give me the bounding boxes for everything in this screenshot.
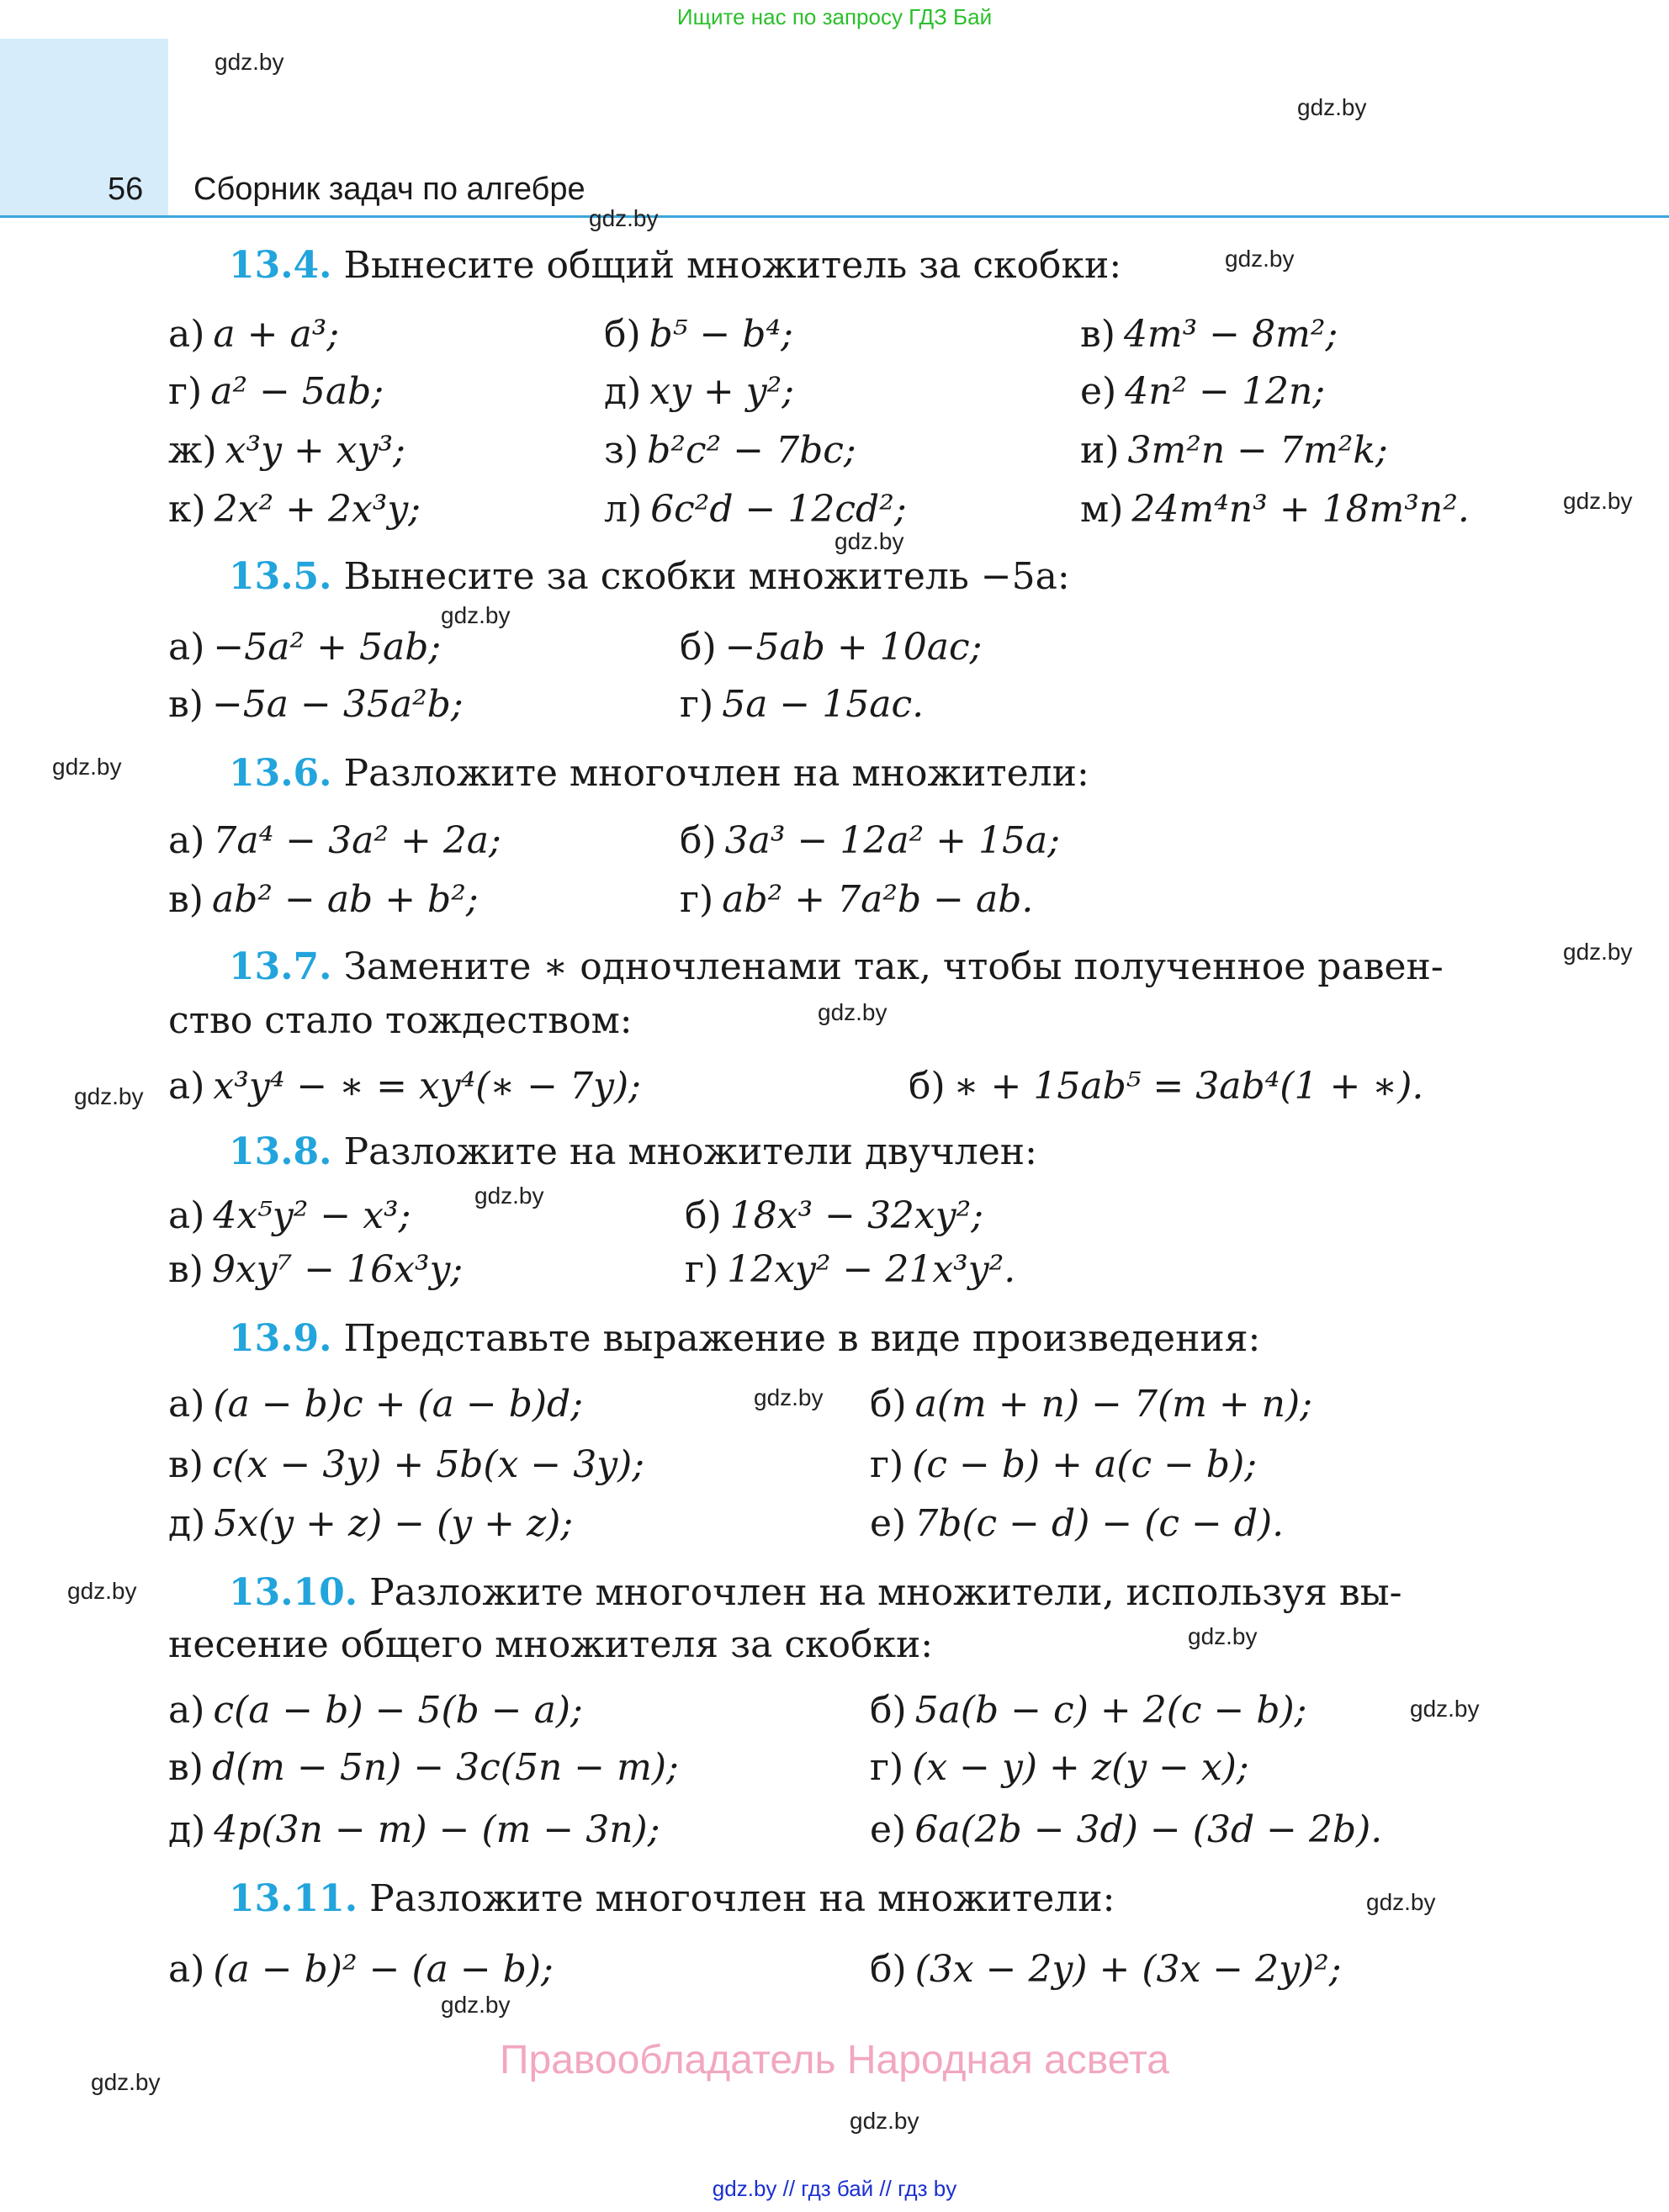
exercise-item: е) 4n² − 12n; <box>1080 370 1326 413</box>
problem-heading <box>229 1874 1115 1924</box>
exercise-item: г) (c − b) + a(c − b); <box>870 1443 1258 1486</box>
exercise-item: а) a + a³; <box>168 313 340 356</box>
watermark: gdz.by <box>1563 939 1633 965</box>
watermark: gdz.by <box>67 1578 137 1604</box>
problem-number: 13.8. <box>229 1130 332 1173</box>
exercise-item: е) 6a(2b − 3d) − (3d − 2b). <box>870 1808 1383 1851</box>
problem-text: Разложите многочлен на множители: <box>343 752 1089 795</box>
exercise-item: д) 4p(3n − m) − (m − 3n); <box>168 1808 660 1851</box>
exercise-item: а) (a − b)² − (a − b); <box>168 1948 554 1991</box>
copyright-notice: Правообладатель Народная асвета <box>500 2038 1169 2082</box>
exercise-item: в) d(m − 5n) − 3c(5n − m); <box>168 1746 679 1789</box>
problem-text: Представьте выражение в виде произведения: <box>343 1317 1261 1360</box>
problem-number: 13.6. <box>229 752 332 795</box>
watermark: gdz.by <box>1188 1623 1258 1649</box>
problem-text: Вынесите общий множитель за скобки: <box>343 244 1122 287</box>
problem-heading <box>229 552 1070 602</box>
problem-number: 13.11. <box>229 1877 358 1920</box>
exercise-item: б) ∗ + 15ab⁵ = 3ab⁴(1 + ∗). <box>909 1065 1424 1108</box>
exercise-item: м) 24m⁴n³ + 18m³n². <box>1080 488 1470 531</box>
exercise-item: б) −5ab + 10ac; <box>680 626 983 669</box>
watermark: gdz.by <box>74 1083 144 1109</box>
watermark: gdz.by <box>441 602 511 628</box>
watermark: gdz.by <box>754 1384 824 1410</box>
exercise-item: д) xy + y²; <box>604 370 795 413</box>
problem-text: Вынесите за скобки множитель −5a: <box>343 555 1070 598</box>
exercise-item: в) 9xy⁷ − 16x³y; <box>168 1248 464 1291</box>
watermark: gdz.by <box>834 528 904 554</box>
exercise-item: в) ab² − ab + b²; <box>168 878 479 921</box>
exercise-item: а) (a − b)c + (a − b)d; <box>168 1383 584 1426</box>
exercise-item: е) 7b(c − d) − (c − d). <box>870 1502 1285 1545</box>
watermark: gdz.by <box>1225 246 1295 272</box>
exercise-item: б) 18x³ − 32xy²; <box>685 1194 984 1237</box>
exercise-item: г) ab² + 7a²b − ab. <box>680 878 1034 921</box>
exercise-item: в) 4m³ − 8m²; <box>1080 313 1338 356</box>
watermark: gdz.by <box>589 205 659 231</box>
problem-text-continued: ство стало тождеством: <box>168 999 633 1042</box>
footer-links[interactable]: gdz.by // гдз бай // гдз by <box>712 2176 957 2201</box>
exercise-item: г) a² − 5ab; <box>168 370 384 413</box>
watermark: gdz.by <box>52 754 122 780</box>
watermark: gdz.by <box>1563 488 1633 514</box>
exercise-item: а) c(a − b) − 5(b − a); <box>168 1689 583 1732</box>
problem-text: Разложите многочлен на множители: <box>369 1877 1115 1920</box>
exercise-item: л) 6c²d − 12cd²; <box>604 488 907 531</box>
problem-heading <box>229 1314 1260 1364</box>
exercise-item: ж) x³y + xy³; <box>168 429 405 472</box>
watermark: gdz.by <box>850 2108 919 2134</box>
exercise-item: а) −5a² + 5ab; <box>168 626 442 669</box>
watermark: gdz.by <box>441 1992 511 2018</box>
page-number: 56 <box>108 172 144 207</box>
top-banner[interactable]: Ищите нас по запросу ГДЗ Бай <box>676 4 993 29</box>
exercise-item: г) 12xy² − 21x³y². <box>685 1248 1016 1291</box>
problem-number: 13.7. <box>229 945 332 988</box>
problem-heading <box>229 749 1089 799</box>
exercise-item: и) 3m²n − 7m²k; <box>1080 429 1388 472</box>
exercise-item: в) c(x − 3y) + 5b(x − 3y); <box>168 1443 645 1486</box>
watermark: gdz.by <box>91 2069 161 2095</box>
exercise-item: в) −5a − 35a²b; <box>168 683 464 726</box>
exercise-item: а) 7a⁴ − 3a² + 2a; <box>168 819 501 862</box>
exercise-item: б) a(m + n) − 7(m + n); <box>870 1383 1313 1426</box>
problem-heading <box>229 942 1444 992</box>
problem-text: Замените ∗ одночленами так, чтобы полученное равен- <box>343 945 1444 988</box>
problem-number: 13.4. <box>229 244 332 287</box>
exercise-item: г) 5a − 15ac. <box>680 683 925 726</box>
watermark: gdz.by <box>818 999 887 1025</box>
watermark: gdz.by <box>474 1183 544 1209</box>
problem-number: 13.10. <box>229 1571 358 1614</box>
problem-heading <box>229 1568 1402 1618</box>
exercise-item: д) 5x(y + z) − (y + z); <box>168 1502 574 1545</box>
exercise-item: б) b⁵ − b⁴; <box>604 313 793 356</box>
watermark: gdz.by <box>215 49 284 75</box>
exercise-item: к) 2x² + 2x³y; <box>168 488 421 531</box>
exercise-item: а) x³y⁴ − ∗ = xy⁴(∗ − 7y); <box>168 1065 642 1108</box>
problem-heading <box>229 1127 1037 1177</box>
problem-text: Разложите многочлен на множители, используя вы- <box>369 1571 1402 1614</box>
watermark: gdz.by <box>1366 1889 1436 1915</box>
exercise-item: а) 4x⁵y² − x³; <box>168 1194 411 1237</box>
exercise-item: б) 3a³ − 12a² + 15a; <box>680 819 1061 862</box>
header-divider <box>0 215 1669 218</box>
watermark: gdz.by <box>1297 94 1367 120</box>
exercise-item: з) b²c² − 7bc; <box>604 429 856 472</box>
problem-number: 13.9. <box>229 1317 332 1360</box>
problem-text-continued: несение общего множителя за скобки: <box>168 1623 934 1666</box>
problem-number: 13.5. <box>229 555 332 598</box>
page-header-title: Сборник задач по алгебре <box>193 172 585 207</box>
problem-text: Разложите на множители двучлен: <box>343 1130 1037 1173</box>
watermark: gdz.by <box>1410 1696 1480 1722</box>
exercise-item: б) 5a(b − c) + 2(c − b); <box>870 1689 1307 1732</box>
problem-heading <box>229 241 1121 291</box>
exercise-item: б) (3x − 2y) + (3x − 2y)²; <box>870 1948 1342 1991</box>
exercise-item: г) (x − y) + z(y − x); <box>870 1746 1249 1789</box>
